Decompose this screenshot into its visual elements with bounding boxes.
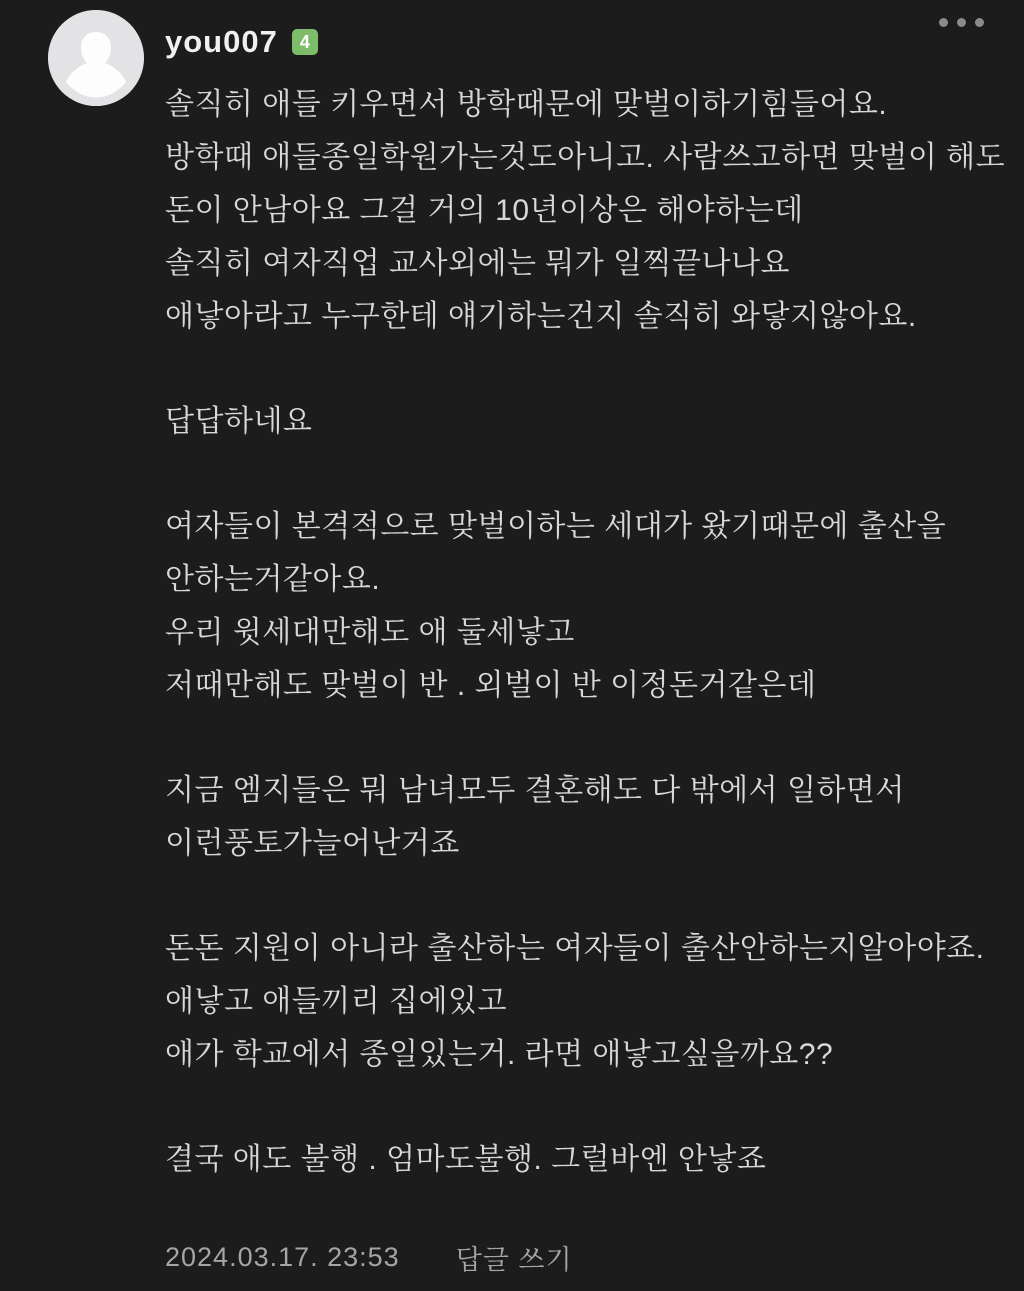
paragraph <box>165 78 1006 343</box>
comment-text-line: 돈돈 지원이 아니라 출산하는 여자들이 출산안하는지알아야죠. <box>165 932 985 965</box>
comment-text-line: 애가 학교에서 종일있는거. 라면 애낳고싶을까요?? <box>165 1038 834 1071</box>
comment-text-line: 결국 애도 불행 . 엄마도불행. 그럴바엔 안낳죠 <box>165 1143 767 1176</box>
comment-text-line: 안하는거같아요. <box>165 563 381 596</box>
comment-header <box>165 20 984 64</box>
comment-text-line: 지금 엠지들은 뭐 남녀모두 결혼해도 다 밖에서 일하면서 <box>165 774 905 807</box>
comment-text-line: 방학때 애들종일학원가는것도아니고. 사람쓰고하면 맞벌이 해도 <box>165 141 1006 174</box>
comment-text-line: 우리 윗세대만해도 애 둘세낳고 <box>165 616 575 649</box>
username[interactable]: you007 <box>165 24 278 59</box>
comment-text-line: 여자들이 본격적으로 맞벌이하는 세대가 왔기때문에 출산을 <box>165 510 947 543</box>
person-silhouette-icon <box>48 10 144 106</box>
timestamp: 2024.03.17. 23:53 <box>165 1242 400 1272</box>
comment-text-line: 돈이 안남아요 그걸 거의 10년이상은 해야하는데 <box>165 194 804 227</box>
comment-text-line: 저때만해도 맞벌이 반 . 외벌이 반 이정돈거같은데 <box>165 669 817 702</box>
dot <box>975 18 984 27</box>
comment-text-line: 이런풍토가늘어난거죠 <box>165 827 460 860</box>
paragraph <box>165 922 984 1081</box>
comment-body <box>165 78 1006 1186</box>
reply-button[interactable]: 답글 쓰기 <box>456 1238 573 1277</box>
dot <box>957 18 966 27</box>
dot <box>939 18 948 27</box>
paragraph <box>165 1133 984 1186</box>
paragraph <box>165 395 984 448</box>
more-options-icon[interactable] <box>935 14 988 31</box>
comment-text-line: 애낳아라고 누구한테 얘기하는건지 솔직히 와닿지않아요. <box>165 300 917 333</box>
paragraph <box>165 764 984 870</box>
level-badge: 4 <box>292 29 318 55</box>
paragraph <box>165 500 984 712</box>
comment-text-line: 애낳고 애들끼리 집에있고 <box>165 985 507 1018</box>
comment-text-line: 답답하네요 <box>165 405 313 438</box>
comment-text-line: 솔직히 애들 키우면서 방학때문에 맞벌이하기힘들어요. <box>165 88 888 121</box>
comment-footer <box>165 1238 984 1277</box>
avatar[interactable] <box>48 10 144 106</box>
comment-text-line: 솔직히 여자직업 교사외에는 뭐가 일찍끝나나요 <box>165 247 790 280</box>
